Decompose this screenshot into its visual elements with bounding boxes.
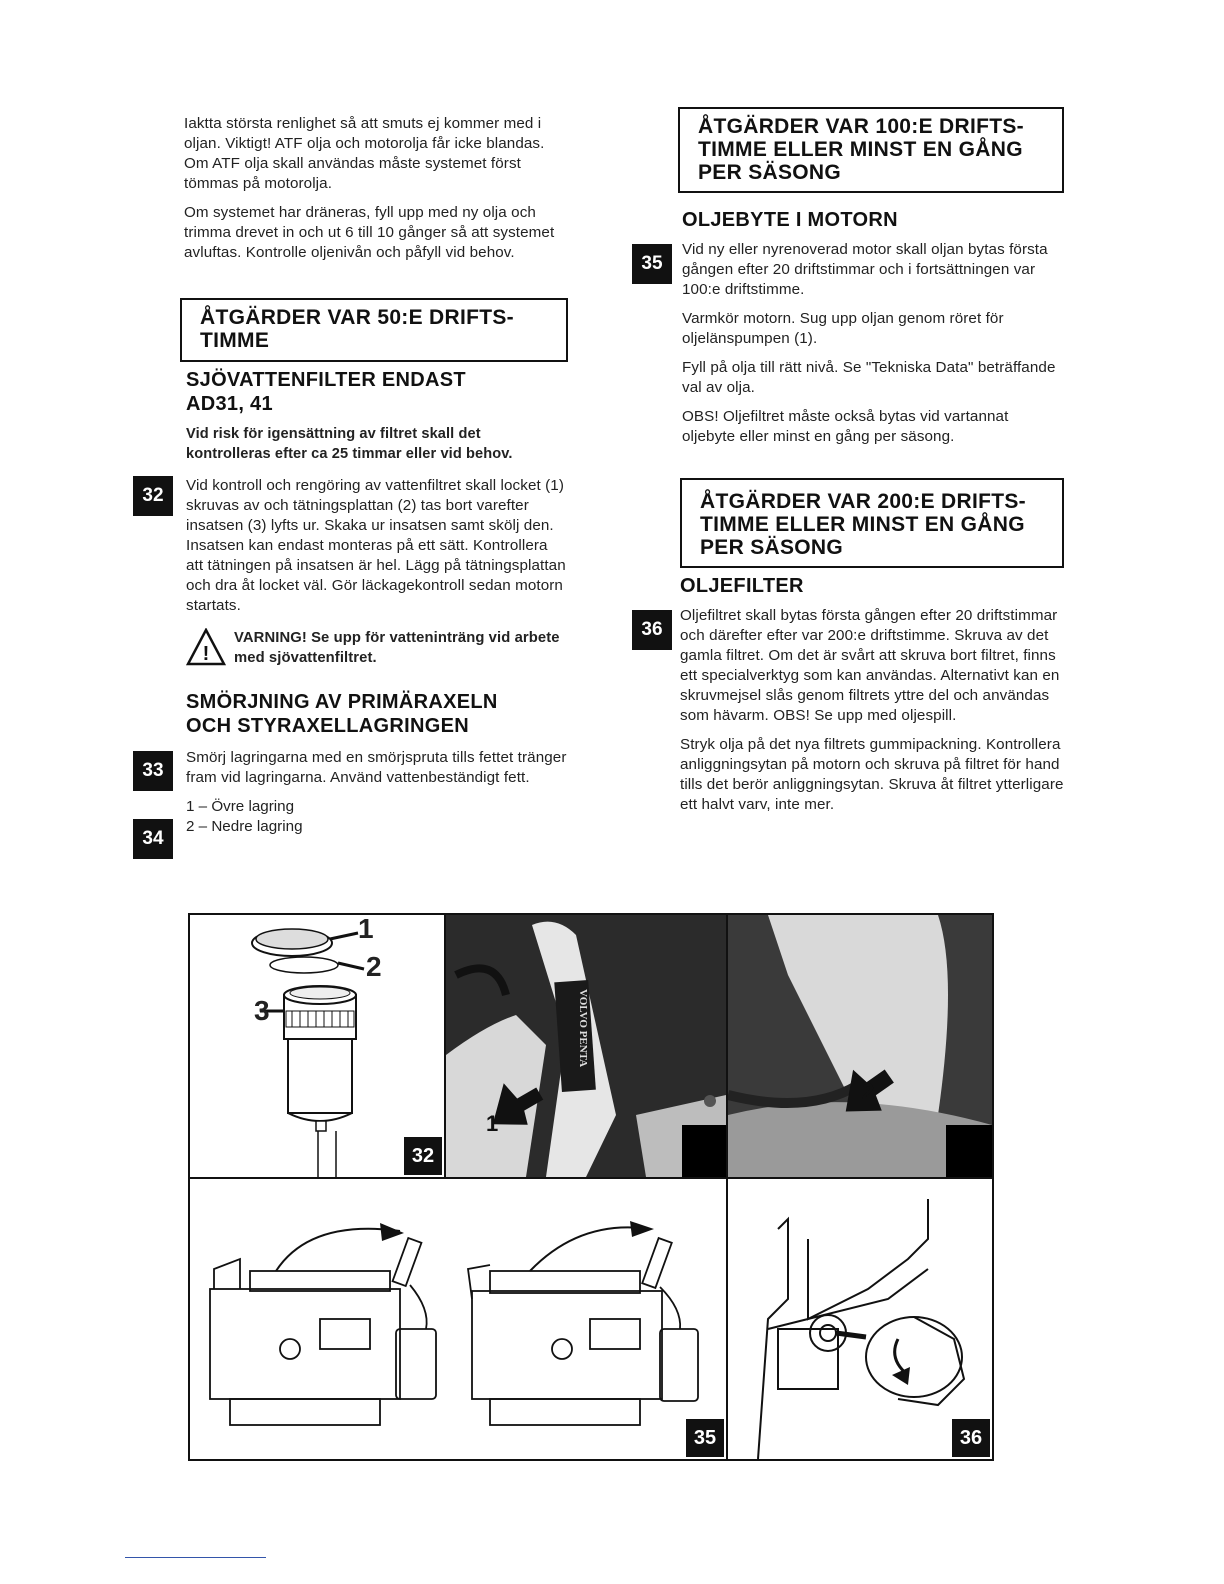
footer-link-underline [125, 1557, 266, 1558]
seawater-filter-heading-1: SJÖVATTENFILTER ENDAST [186, 369, 466, 391]
warning-triangle-icon [186, 628, 226, 666]
oil-filter-p2: Stryk olja på det nya filtrets gummipackning. Kontrollera anliggningsytan på motorn och skruva på filtret för hand tills det berör anliggningsytan. Skruva åt filtret ytterligare ett halvt varv, inte mer. [680, 736, 1064, 813]
oil-change-p4: OBS! Oljefiltret måste också bytas vid vartannat oljebyte eller minst en gång per säsong. [682, 408, 1009, 445]
oil-filter-illustration [728, 1179, 992, 1459]
warning-text: VARNING! Se upp för vatteninträng vid arbete med sjövattenfiltret. [234, 630, 560, 666]
section-badge-36: 36 [632, 610, 672, 650]
section-badge-35: 35 [632, 244, 672, 284]
oil-change-p3: Fyll på olja till rätt nivå. Se "Tekniska Data" beträffande val av olja. [682, 359, 1056, 396]
seawater-filter-body: Vid kontroll och rengöring av vattenfiltret skall locket (1) skruvas av och tätningsplattan (2) tas bort varefter insatsen (3) lyfts ur. Skaka ur insatsen samt skölj den. Insatsen kan endast monteras på ett sätt. Kontrollera att tätningen på insatsen är hel. Lägg på tätningsplattan och dra åt locket väl. Gör läckagekontroll sedan motorn startats. [186, 477, 566, 614]
photo34-label-2: 2 [862, 1079, 875, 1104]
interval-200h-line3: PER SÄSONG [700, 536, 844, 559]
intro-paragraph-2: Om systemet har dräneras, fyll upp med ny olja och trimma drevet in och ut 6 till 10 gånger så att systemet avluftas. Kontrolle oljenivån och påfyll vid behov. [184, 204, 555, 261]
figure-33-photo [446, 915, 728, 1179]
interval-50h-line2: TIMME [200, 329, 270, 352]
oil-filter-section [680, 574, 1064, 824]
interval-200h-line1: ÅTGÄRDER VAR 200:E DRIFTS- [700, 490, 1026, 513]
figure-32-filter-drawing [190, 915, 446, 1179]
oil-change-p1: Vid ny eller nyrenoverad motor skall oljan bytas första gången efter 20 driftstimmar och i fortsättningen var 100:e driftstimme. [682, 241, 1048, 298]
oil-filter-heading: OLJEFILTER [680, 575, 804, 597]
oil-change-p2: Varmkör motorn. Sug upp oljan genom röret för oljelänspumpen (1). [682, 310, 1004, 347]
seawater-filter-section [186, 368, 568, 677]
seawater-filter-heading-2: AD31, 41 [186, 393, 273, 415]
warning-note [186, 628, 568, 668]
oil-change-section [682, 208, 1064, 456]
photo33-label-1: 1 [486, 1111, 499, 1136]
interval-200h-line2: TIMME ELLER MINST EN GÅNG [700, 513, 1025, 536]
bearing-2: 2 – Nedre lagring [186, 818, 303, 835]
interval-50h-line1: ÅTGÄRDER VAR 50:E DRIFTS- [200, 306, 514, 329]
interval-100h-box [678, 107, 1064, 193]
section-badge-33: 33 [133, 751, 173, 791]
drive-unit-photo [446, 915, 728, 1177]
intro-paragraph-1: Iaktta största renlighet så att smuts ej kommer med i oljan. Viktigt! ATF olja och motorolja får icke blandas. Om ATF olja skall användas måste systemet först tömmas på motorolja. [184, 115, 545, 192]
oil-filter-p1: Oljefiltret skall bytas första gången efter 20 driftstimmar och därefter efter var 200:e driftstimme. Skruva av det gamla filtret. Om det är svårt att skruva bort filtret, finns ett specialverktyg som kan användas. Alternativt kan en skruvmejsel slås genom filtrets yttre del och användas som hävarm. OBS! Se upp med oljespill. [680, 607, 1060, 724]
interval-50h-box [180, 298, 568, 362]
figure-34-photo [728, 915, 992, 1179]
interval-100h-line1: ÅTGÄRDER VAR 100:E DRIFTS- [698, 115, 1024, 138]
seawater-filter-note: Vid risk för igensättning av filtret skall det kontrolleras efter ca 25 timmar eller vid behov. [186, 426, 513, 462]
interval-100h-line2: TIMME ELLER MINST EN GÅNG [698, 138, 1023, 161]
figure-badge-35: 35 [686, 1419, 724, 1457]
illustration-panel [188, 913, 994, 1461]
volvo-penta-logo: VOLVO PENTA [577, 989, 589, 1068]
lubrication-section [186, 690, 568, 837]
fig32-label-1: 1 [358, 915, 374, 944]
interval-200h-box [680, 478, 1064, 568]
fig32-label-2: 2 [366, 951, 382, 982]
section-badge-32: 32 [133, 476, 173, 516]
fig32-label-3: 3 [254, 995, 270, 1026]
oil-pump-illustration [190, 1179, 726, 1459]
bearing-1: 1 – Övre lagring [186, 798, 295, 815]
lubrication-body: Smörj lagringarna med en smörjspruta tills fettet tränger fram vid lagringarna. Använd vattenbeständigt fett. [186, 749, 567, 786]
lubrication-heading-1: SMÖRJNING AV PRIMÄRAXELN [186, 691, 498, 713]
left-column [184, 114, 568, 272]
figure-36-oil-filter-drawing [728, 1179, 992, 1459]
oil-change-heading: OLJEBYTE I MOTORN [682, 209, 898, 231]
svg-text:!: ! [202, 643, 210, 665]
figure-badge-32: 32 [404, 1137, 442, 1175]
lubrication-heading-2: OCH STYRAXELLAGRINGEN [186, 715, 469, 737]
figure-35-engine-drawing [190, 1179, 728, 1459]
figure-badge-36: 36 [952, 1419, 990, 1457]
section-badge-34: 34 [133, 819, 173, 859]
interval-100h-line3: PER SÄSONG [698, 161, 842, 184]
steering-bearing-photo [728, 915, 992, 1177]
